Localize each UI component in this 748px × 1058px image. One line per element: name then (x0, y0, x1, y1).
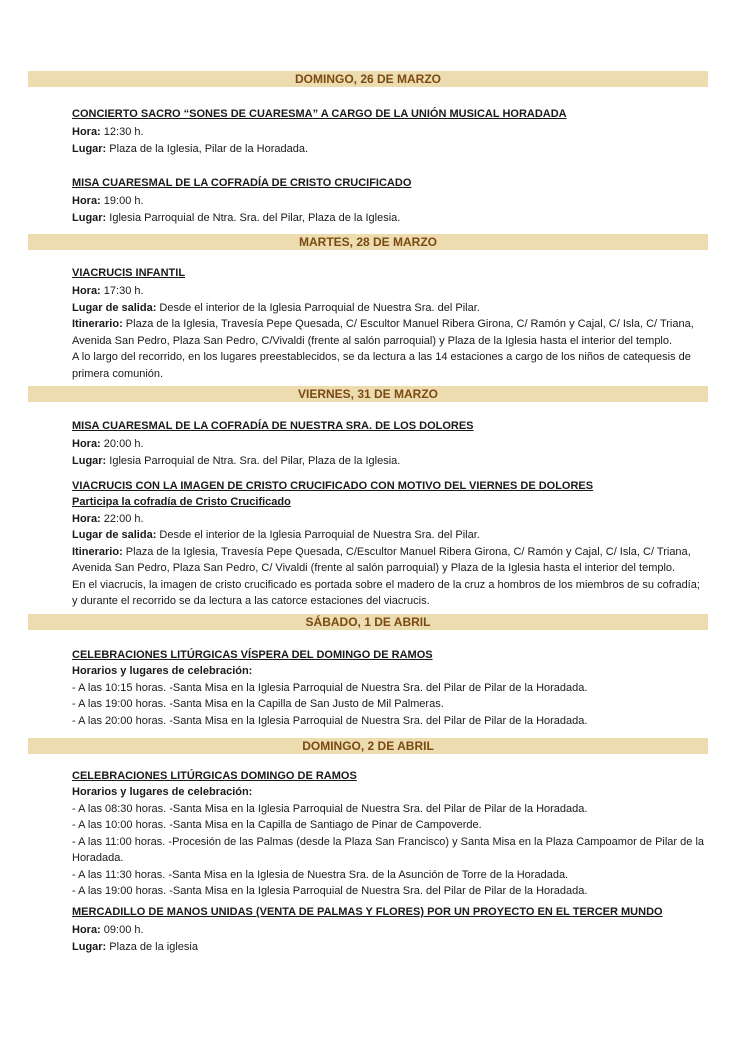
hora-label: Hora: (72, 195, 101, 207)
day-header: VIERNES, 31 DE MARZO (28, 386, 708, 402)
event-title: MISA CUARESMAL DE LA COFRADÍA DE CRISTO CRUCIFICADO (72, 177, 412, 189)
salida-label: Lugar de salida: (72, 301, 157, 314)
event-lugar (72, 210, 704, 227)
hora-label: Hora: (72, 285, 101, 297)
event-celebraciones-vispera (72, 647, 704, 729)
horarios-label: Horarios y lugares de celebración: (72, 786, 253, 798)
event-lugar (72, 939, 704, 956)
event-hora (72, 283, 704, 300)
hora-label: Hora: (72, 126, 101, 138)
event-misa-cristo-crucificado (72, 175, 704, 226)
event-title: VIACRUCIS CON LA IMAGEN DE CRISTO CRUCIFICADO CON MOTIVO DEL VIERNES DE DOLORES (72, 480, 594, 492)
lugar-value: Iglesia Parroquial de Ntra. Sra. del Pilar, Plaza de la Iglesia. (109, 454, 401, 467)
event-title: CELEBRACIONES LITÚRGICAS VÍSPERA DEL DOMINGO DE RAMOS (72, 649, 433, 661)
schedule-item: - A las 11:30 horas. -Santa Misa en la Iglesia de Nuestra Sra. de la Asunción de Torre de la Horadada. (72, 868, 569, 881)
itinerario-label: Itinerario: (72, 318, 123, 330)
lugar-label: Lugar: (72, 211, 107, 224)
itinerario-label: Itinerario: (72, 545, 123, 558)
event-mercadillo-manos-unidas (72, 904, 704, 955)
day-header: MARTES, 28 DE MARZO (28, 234, 708, 250)
lugar-label: Lugar: (72, 454, 107, 467)
hora-value: 20:00 h. (103, 438, 144, 450)
schedule-item: - A las 19:00 horas. -Santa Misa en la Capilla de San Justo de Mil Palmeras. (72, 698, 444, 710)
event-hora (72, 922, 704, 939)
event-itinerario (72, 316, 704, 349)
event-title: CELEBRACIONES LITÚRGICAS DOMINGO DE RAMOS (72, 770, 357, 782)
event-viacrucis-cristo (72, 478, 704, 610)
salida-label: Lugar de salida: (72, 529, 157, 541)
event-hora (72, 511, 704, 528)
schedule-item: - A las 08:30 horas. -Santa Misa en la Iglesia Parroquial de Nuestra Sra. del Pilar de Pilar de la Horadada. (72, 802, 588, 815)
hora-value: 17:30 h. (103, 285, 144, 297)
schedule-item: - A las 20:00 horas. -Santa Misa en la Iglesia Parroquial de Nuestra Sra. del Pilar de Pilar de la Horadada. (72, 714, 588, 727)
itinerario-value: Plaza de la Iglesia, Travesía Pepe Quesada, C/Escultor Manuel Ribera Girona, C/ Ramón y Cajal, C/ Isla, C/ Triana, Avenida San Pedro, Plaza San Pedro, C/ Vivaldi (frente al salón parroquial) y Plaza de la Iglesia hasta el interior del templo. (72, 545, 691, 574)
lugar-value: Iglesia Parroquial de Ntra. Sra. del Pilar, Plaza de la Iglesia. (109, 211, 401, 224)
hora-value: 19:00 h. (103, 195, 144, 207)
schedule-item: - A las 19:00 horas. -Santa Misa en la Iglesia Parroquial de Nuestra Sra. del Pilar de Pilar de la Horadada. (72, 885, 588, 897)
event-lugar (72, 453, 704, 470)
lugar-value: Plaza de la iglesia (109, 940, 198, 953)
schedule-item: - A las 10:15 horas. -Santa Misa en la Iglesia Parroquial de Nuestra Sra. del Pilar de Pilar de la Horadada. (72, 681, 588, 694)
event-subtitle: Participa la cofradía de Cristo Crucificado (72, 496, 291, 508)
event-hora (72, 124, 704, 141)
schedule-item: - A las 11:00 horas. -Procesión de las Palmas (desde la Plaza San Francisco) y Santa Misa en la Plaza Campoamor de Pilar de la Horadada. (72, 835, 705, 864)
lugar-value: Plaza de la Iglesia, Pilar de la Horadada. (109, 142, 309, 155)
hora-value: 22:00 h. (103, 512, 144, 525)
event-celebraciones-ramos (72, 768, 704, 900)
salida-value: Desde el interior de la Iglesia Parroquial de Nuestra Sra. del Pilar. (159, 529, 480, 541)
event-viacrucis-infantil (72, 265, 704, 382)
event-title: CONCIERTO SACRO “SONES DE CUARESMA” A CARGO DE LA UNIÓN MUSICAL HORADADA (72, 108, 567, 120)
event-title: MERCADILLO DE MANOS UNIDAS (VENTA DE PALMAS Y FLORES) POR UN PROYECTO EN EL TERCER MUNDO (72, 906, 663, 918)
salida-value: Desde el interior de la Iglesia Parroquial de Nuestra Sra. del Pilar. (159, 301, 480, 314)
event-note: En el viacrucis, la imagen de cristo crucificado es portada sobre el madero de la cruz a hombros de los miembros de su cofradía; y durante el recorrido se da lectura a las catorce estaciones del viacrucis. (72, 578, 700, 607)
lugar-label: Lugar: (72, 940, 107, 953)
hora-label: Hora: (72, 512, 101, 525)
event-salida (72, 300, 704, 317)
event-itinerario (72, 544, 704, 577)
hora-value: 09:00 h. (103, 924, 144, 936)
day-header: DOMINGO, 26 DE MARZO (28, 71, 708, 87)
event-salida (72, 527, 704, 544)
hora-label: Hora: (72, 438, 101, 450)
itinerario-value: Plaza de la Iglesia, Travesía Pepe Quesada, C/ Escultor Manuel Ribera Girona, C/ Ramón y Cajal, C/ Isla, C/ Triana, Avenida San Pedro, Plaza San Pedro, C/Vivaldi (frente al salón parroquial) y Plaza de la Iglesia hasta el interior del templo. (72, 318, 694, 347)
event-hora (72, 436, 704, 453)
day-header: DOMINGO, 2 DE ABRIL (28, 738, 708, 754)
hora-value: 12:30 h. (103, 126, 144, 138)
schedule-item: - A las 10:00 horas. -Santa Misa en la Capilla de Santiago de Pinar de Campoverde. (72, 819, 482, 831)
hora-label: Hora: (72, 924, 101, 936)
event-misa-dolores (72, 418, 704, 469)
event-hora (72, 193, 704, 210)
event-title: VIACRUCIS INFANTIL (72, 267, 186, 279)
event-note: A lo largo del recorrido, en los lugares preestablecidos, se da lectura a las 14 estaciones a cargo de los niños de catequesis de primera comunión. (72, 351, 691, 380)
event-title: MISA CUARESMAL DE LA COFRADÍA DE NUESTRA SRA. DE LOS DOLORES (72, 420, 474, 432)
event-concierto-sacro (72, 106, 704, 157)
day-header: SÁBADO, 1 DE ABRIL (28, 614, 708, 630)
event-lugar (72, 141, 704, 158)
horarios-label: Horarios y lugares de celebración: (72, 665, 253, 677)
lugar-label: Lugar: (72, 142, 107, 155)
